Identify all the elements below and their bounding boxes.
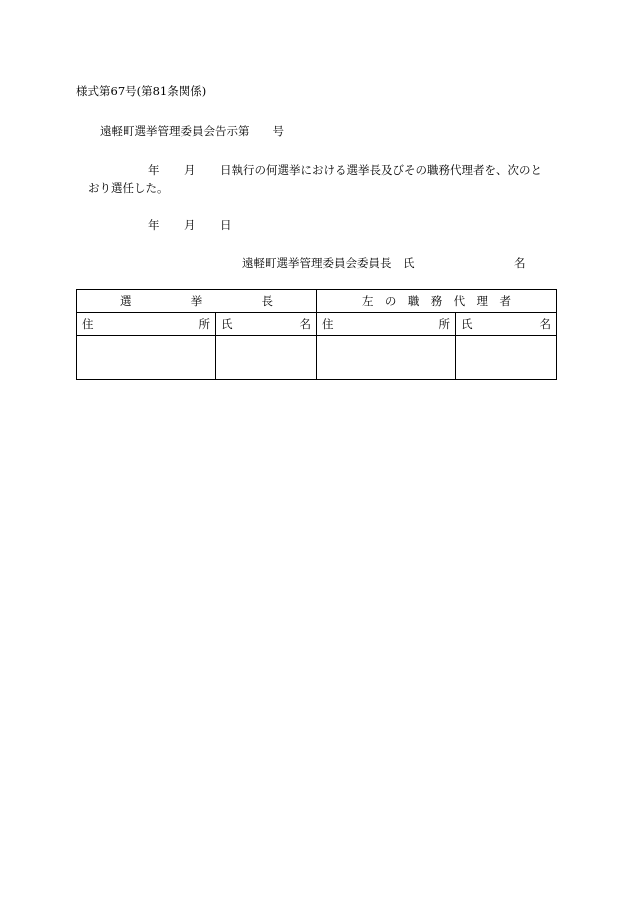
- header-char: 者: [499, 294, 511, 308]
- body-text-line2: おり選任した。: [88, 181, 169, 195]
- subheader-char: 名: [539, 317, 551, 331]
- subheader-address-1: [77, 313, 216, 336]
- subheader-name-1: [216, 313, 317, 336]
- date-month: 月: [184, 218, 196, 232]
- signature-title: 遠軽町選挙管理委員会委員長 氏: [242, 256, 415, 270]
- subheader-char: 名: [299, 317, 311, 331]
- body-text-line1: 日執行の何選挙における選挙長及びその職務代理者を、次のと: [220, 163, 542, 177]
- header-char: 理: [476, 294, 489, 308]
- signature-name-suffix: 名: [514, 256, 526, 270]
- header-char: 務: [430, 294, 443, 308]
- subheader-address-2: [317, 313, 456, 336]
- subheader-char: 氏: [461, 317, 473, 331]
- subheader-char: 住: [82, 317, 94, 331]
- header-char: 挙: [190, 294, 203, 308]
- header-election-chief: [77, 290, 317, 313]
- form-number: 様式第67号(第81条関係): [76, 84, 207, 98]
- appointment-table: [76, 289, 557, 380]
- subheader-char: 所: [198, 317, 210, 331]
- header-char: 長: [261, 294, 273, 308]
- table-header-row: [77, 290, 557, 313]
- table-entry-row: [77, 336, 557, 380]
- subheader-char: 氏: [221, 317, 233, 331]
- entry-address-2: [317, 336, 456, 380]
- header-char: 左: [362, 294, 374, 308]
- header-char: の: [384, 294, 397, 308]
- notice-title: 遠軽町選挙管理委員会告示第 号: [100, 124, 284, 138]
- date-day: 日: [220, 218, 232, 232]
- header-char: 職: [407, 294, 420, 308]
- table-subheader-row: [77, 313, 557, 336]
- subheader-char: 住: [322, 317, 334, 331]
- subheader-name-2: [456, 313, 557, 336]
- body-year: 年: [148, 163, 160, 177]
- body-month: 月: [184, 163, 196, 177]
- header-char: 選: [120, 294, 132, 308]
- date-year: 年: [148, 218, 160, 232]
- header-char: 代: [453, 294, 466, 308]
- entry-name-2: [456, 336, 557, 380]
- entry-address-1: [77, 336, 216, 380]
- subheader-char: 所: [438, 317, 450, 331]
- entry-name-1: [216, 336, 317, 380]
- header-deputy: [317, 290, 557, 313]
